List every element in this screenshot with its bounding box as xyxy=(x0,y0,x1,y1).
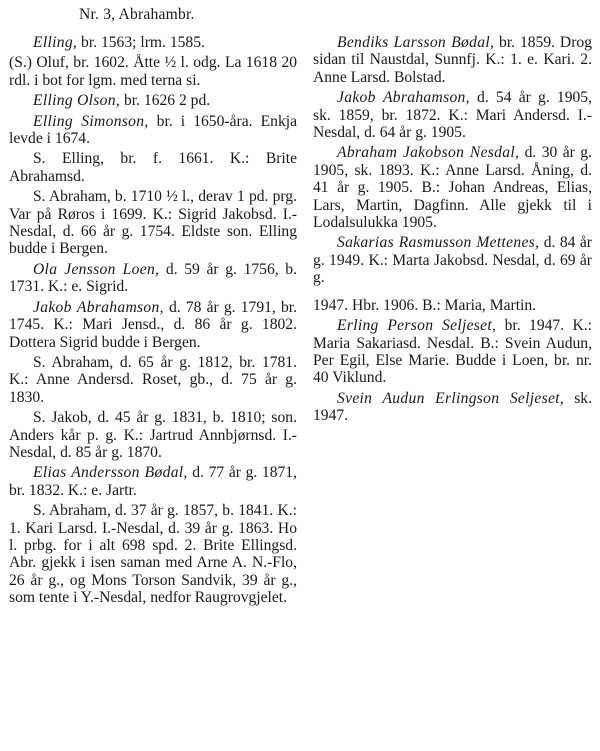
entry-sakarias-rasmusson-mettenes xyxy=(313,234,592,286)
entry-name: Bendiks Larsson Bødal, xyxy=(337,34,495,51)
entry-text: S. Abraham, d. 37 år g. 1857, b. 1841. K.: 1. Kari Larsd. I.-Nesdal, d. 39 år g. 1863. Ho l. prbg. for i alt 698 spd. 2. Brite Ellingsd. Abr. gjekk i isen saman med Arne A. N.-Flo, 26 år g., og Mons Torson Sandvik, 39 år g., som tente i Y.-Nesdal, nedfor Raugrovgjelet. xyxy=(9,502,297,607)
entry-text: sk. 1947. xyxy=(313,389,592,425)
entry-name: Elling, xyxy=(33,34,78,51)
entry-continuation-1947 xyxy=(313,297,592,314)
entry-jakob-abrahamson-1791 xyxy=(9,299,297,351)
entry-s-abraham-1812 xyxy=(9,354,297,406)
entry-text: br. 1626 2 pd. xyxy=(120,92,211,110)
entry-text: d. 78 år g. 1791, br. 1745. K.: Mari Jensd., d. 86 år g. 1802. Dottera Sigrid budde i Bergen. xyxy=(9,298,297,351)
entry-name: Elling Simonson, xyxy=(33,112,149,130)
entry-s-abraham-1710 xyxy=(9,188,297,258)
entry-text: d. 59 år g. 1756, b. 1731. K.: e. Sigrid. xyxy=(9,260,297,296)
entry-text: (S.) Oluf, br. 1602. Åtte ½ l. odg. La 1618 20 rdl. i bot for lgm. med terna si. xyxy=(9,54,297,89)
entry-s-abraham-1857 xyxy=(9,502,297,606)
entry-elias-andersson-bodal xyxy=(9,464,297,499)
entry-name: Abraham Jakobson Nesdal, xyxy=(337,144,520,162)
entry-s-elling-1661 xyxy=(9,150,297,185)
entry-text: S. Jakob, d. 45 år g. 1831, b. 1810; son. Anders kår p. g. K.: Jartrud Annbjørnsd. I.-Nesdal, d. 85 år g. 1870. xyxy=(9,409,297,461)
entry-text: d. 54 år g. 1905, sk. 1859, br. 1872. K.: Mari Andersd. I.-Nesdal, d. 64 år g. 1905. xyxy=(313,89,592,142)
entry-oluf xyxy=(9,54,297,89)
entry-name: Elling Olson, xyxy=(33,92,121,110)
entry-text: br. i 1650-åra. Enkja levde i 1674. xyxy=(9,112,297,148)
entry-elling-1563 xyxy=(9,34,297,51)
entry-text: br. 1563; lrm. 1585. xyxy=(77,34,205,51)
entry-text: S. Elling, br. f. 1661. K.: Brite Abrahamsd. xyxy=(9,150,297,185)
entry-name: Ola Jensson Loen, xyxy=(33,260,160,278)
entry-elling-simonson xyxy=(9,113,297,148)
entry-text: br. 1947. K.: Maria Sakariasd. Nesdal. B.: Svein Audun, Per Egil, Else Marie. Budde i Loen, br. nr. 40 Viklund. xyxy=(313,317,592,387)
entry-svein-audun-erlingson-seljeset xyxy=(313,390,592,425)
entry-text: 1947. Hbr. 1906. B.: Maria, Martin. xyxy=(313,296,537,314)
entry-text: br. 1859. Drog sidan til Naustdal, Sunnfj. K.: 1. e. Kari. 2. Anne Larsd. Bolstad. xyxy=(313,34,592,86)
entry-bendiks-larsson-bodal xyxy=(313,34,592,86)
entry-jakob-abrahamson-1905 xyxy=(313,89,592,141)
entry-elling-olson xyxy=(9,92,297,109)
entry-name: Erling Person Seljeset, xyxy=(337,317,497,335)
entry-text: d. 77 år g. 1871, br. 1832. K.: e. Jartr. xyxy=(9,464,297,499)
page-header: Nr. 3, Abrahambr. xyxy=(79,6,195,23)
entry-s-jakob-1831 xyxy=(9,409,297,461)
entry-text: S. Abraham, b. 1710 ½ l., derav 1 pd. prg. Var på Røros i 1699. K.: Sigrid Jakobsd. I.-Nesdal, d. 66 år g. 1754. Eldste son. Elling budde i Bergen. xyxy=(9,188,297,258)
entry-name: Jakob Abrahamson, xyxy=(337,89,470,107)
entry-name: Svein Audun Erlingson Seljeset, xyxy=(337,389,565,407)
entry-text: d. 30 år g. 1905, sk. 1893. K.: Anne Larsd. Åning, d. 41 år g. 1905. B.: Johan Andreas, Elias, Lars, Martin, Dagfinn. Alle gjekk til i Lodalsulukka 1905. xyxy=(313,144,592,232)
left-column xyxy=(9,34,297,610)
entry-name: Elias Andersson Bødal, xyxy=(33,464,188,482)
entry-text: S. Abraham, d. 65 år g. 1812, br. 1781. K.: Anne Andersd. Roset, gb., d. 75 år g. 1830. xyxy=(9,353,297,406)
entry-name: Sakarias Rasmusson Mettenes, xyxy=(337,234,540,252)
entry-ola-jensson-loen xyxy=(9,261,297,296)
right-column xyxy=(313,34,592,428)
entry-erling-person-seljeset xyxy=(313,317,592,387)
entry-text: d. 84 år g. 1949. K.: Marta Jakobsd. Nesdal, d. 69 år g. xyxy=(313,234,592,287)
entry-abraham-jakobson-nesdal xyxy=(313,144,592,231)
entry-name: Jakob Abrahamson, xyxy=(33,298,164,316)
